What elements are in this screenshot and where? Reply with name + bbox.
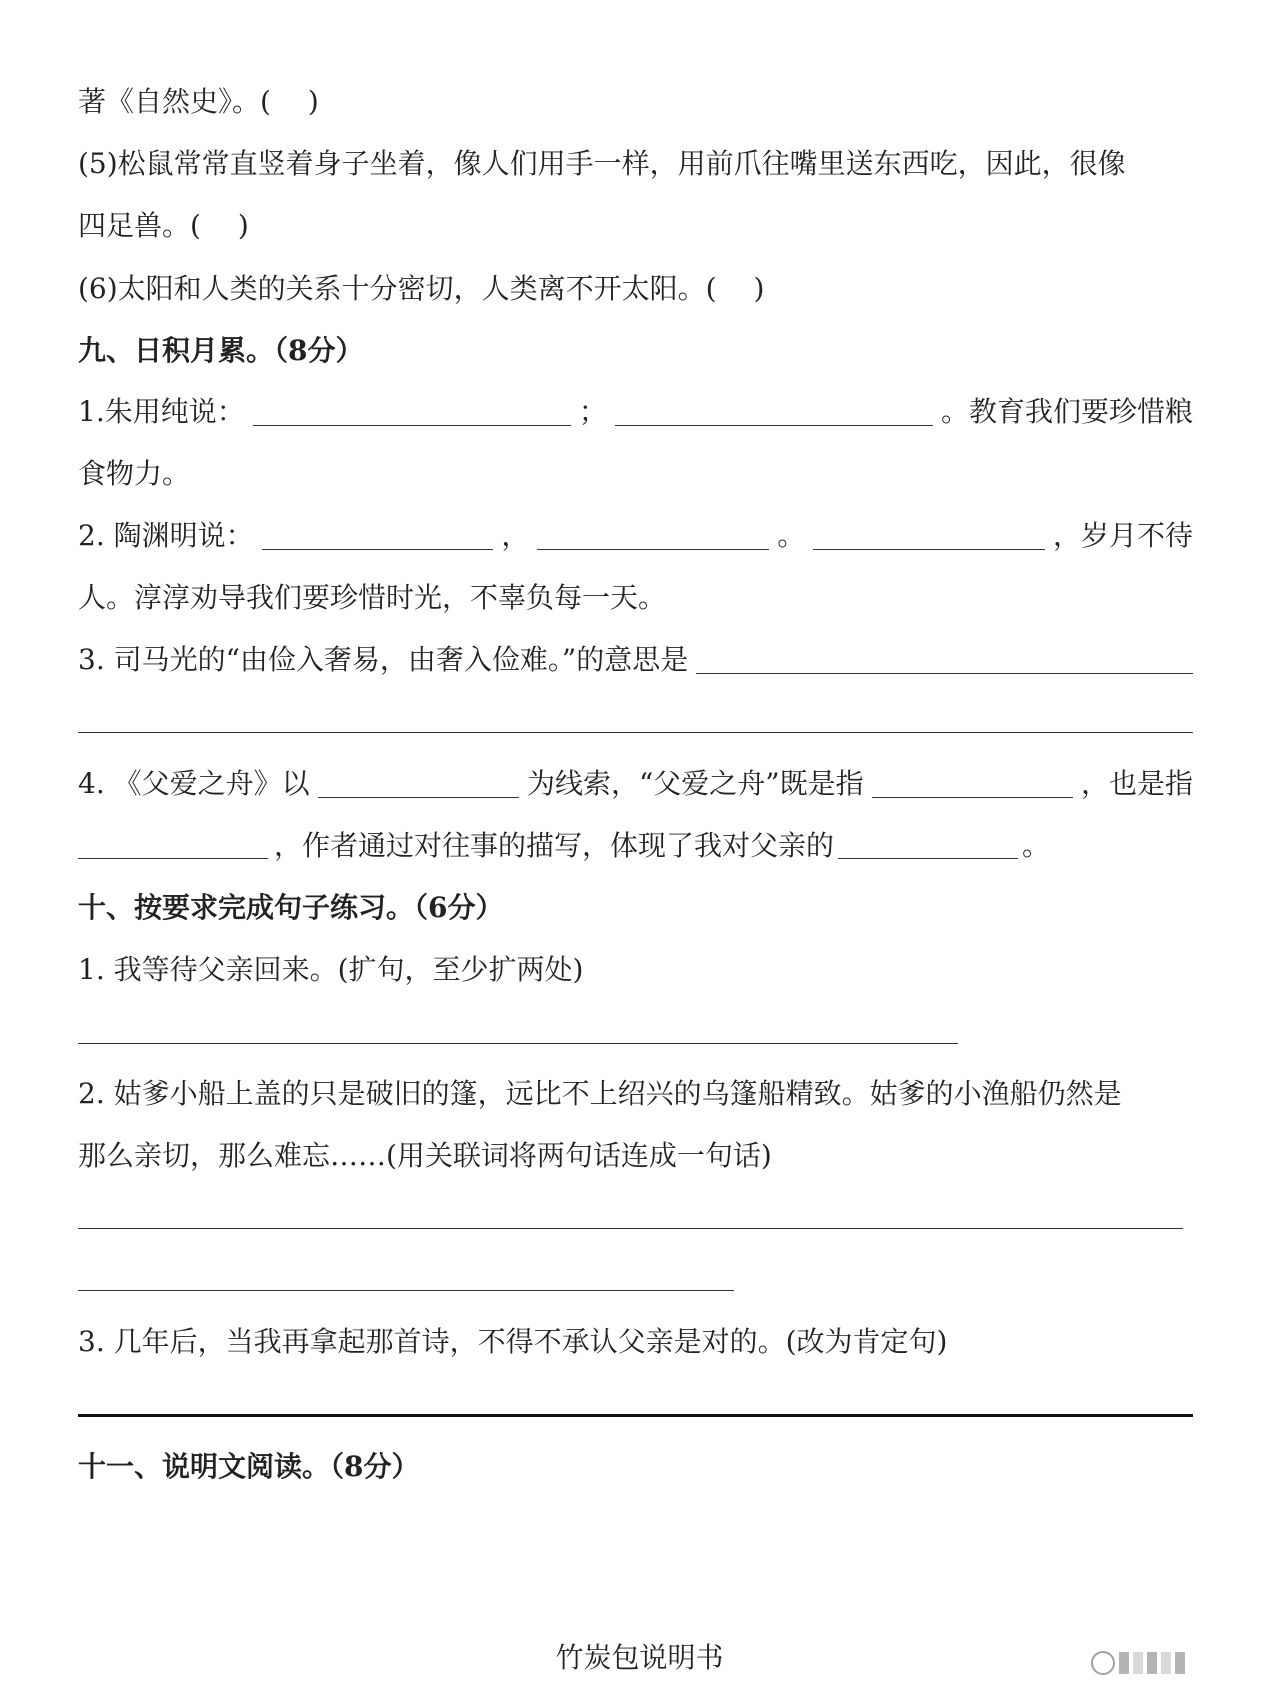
section-11-title: 十一、说明文阅读。（8分） <box>78 1450 420 1483</box>
q9-4-suffix: ，也是指 <box>1080 767 1193 800</box>
cup-icon <box>1091 1651 1115 1675</box>
answer-line[interactable] <box>78 732 1193 733</box>
statement-5: (5)松鼠常常直竖着身子坐着，像人们用手一样，用前爪往嘴里送东西吃，因此，很像 <box>78 147 1126 180</box>
answer-blank[interactable] <box>615 399 933 426</box>
question-9-1 <box>78 395 1193 428</box>
section-9-title: 九、日积月累。（8分） <box>78 334 364 367</box>
statement-5-cont: 四足兽。( ) <box>78 209 249 242</box>
q9-4-mid: 为线索，“父爱之舟”既是指 <box>526 767 864 800</box>
answer-blank[interactable] <box>253 399 571 426</box>
question-10-1: 1. 我等待父亲回来。(扩句，至少扩两处) <box>78 953 584 986</box>
question-9-4-cont <box>78 829 1193 862</box>
q9-4-text: ，作者通过对往事的描写，体现了我对父亲的 <box>274 829 835 862</box>
article-title: 竹炭包说明书 <box>555 1641 724 1674</box>
q9-4-prefix: 4. 《父爱之舟》以 <box>78 767 310 800</box>
question-9-1-cont: 食物力。 <box>78 457 191 490</box>
answer-line[interactable] <box>78 1228 1183 1229</box>
question-10-2: 2. 姑爹小船上盖的只是破旧的篷，远比不上绍兴的乌篷船精致。姑爹的小渔船仍然是 <box>78 1077 1122 1110</box>
bar-icon <box>1147 1652 1157 1674</box>
answer-line[interactable] <box>78 1414 1193 1417</box>
question-9-2 <box>78 519 1194 552</box>
question-9-3 <box>78 643 1193 676</box>
bar-icon <box>1133 1652 1143 1674</box>
answer-blank[interactable] <box>872 771 1073 798</box>
bar-icon <box>1161 1652 1171 1674</box>
bar-icon <box>1119 1652 1129 1674</box>
answer-blank[interactable] <box>537 523 769 550</box>
answer-blank[interactable] <box>262 523 494 550</box>
answer-line[interactable] <box>78 1043 958 1044</box>
q9-4-end: 。 <box>1022 829 1051 862</box>
q9-2-sep2: 。 <box>777 519 806 552</box>
q9-1-prefix: 1.朱用纯说： <box>78 395 245 428</box>
question-10-2-cont: 那么亲切，那么难忘……(用关联词将两句话连成一句话) <box>78 1139 772 1172</box>
answer-blank[interactable] <box>838 832 1018 859</box>
answer-blank[interactable] <box>813 523 1045 550</box>
watermark-toolbar <box>1091 1650 1231 1676</box>
bar-icon <box>1175 1652 1185 1674</box>
question-10-3: 3. 几年后，当我再拿起那首诗，不得不承认父亲是对的。(改为肯定句) <box>78 1325 948 1358</box>
question-9-2-cont: 人。淳淳劝导我们要珍惜时光，不辜负每一天。 <box>78 581 667 614</box>
q9-2-suffix: ，岁月不待 <box>1053 519 1194 552</box>
q9-1-suffix: 。教育我们要珍惜粮 <box>940 395 1193 428</box>
answer-blank[interactable] <box>78 832 268 859</box>
q9-1-sep: ； <box>578 395 607 428</box>
q9-2-sep1: ， <box>501 519 530 552</box>
answer-line[interactable] <box>78 1290 734 1291</box>
q9-2-prefix: 2. 陶渊明说： <box>78 519 254 552</box>
section-10-title: 十、按要求完成句子练习。（6分） <box>78 891 504 924</box>
statement-4-end: 著《自然史》。( ) <box>78 85 319 118</box>
q9-3-text: 3. 司马光的“由俭入奢易，由奢入俭难。”的意思是 <box>78 643 689 676</box>
answer-blank[interactable] <box>318 771 519 798</box>
statement-6: (6)太阳和人类的关系十分密切，人类离不开太阳。( ) <box>78 272 765 305</box>
answer-blank[interactable] <box>696 647 1193 674</box>
question-9-4 <box>78 767 1193 800</box>
